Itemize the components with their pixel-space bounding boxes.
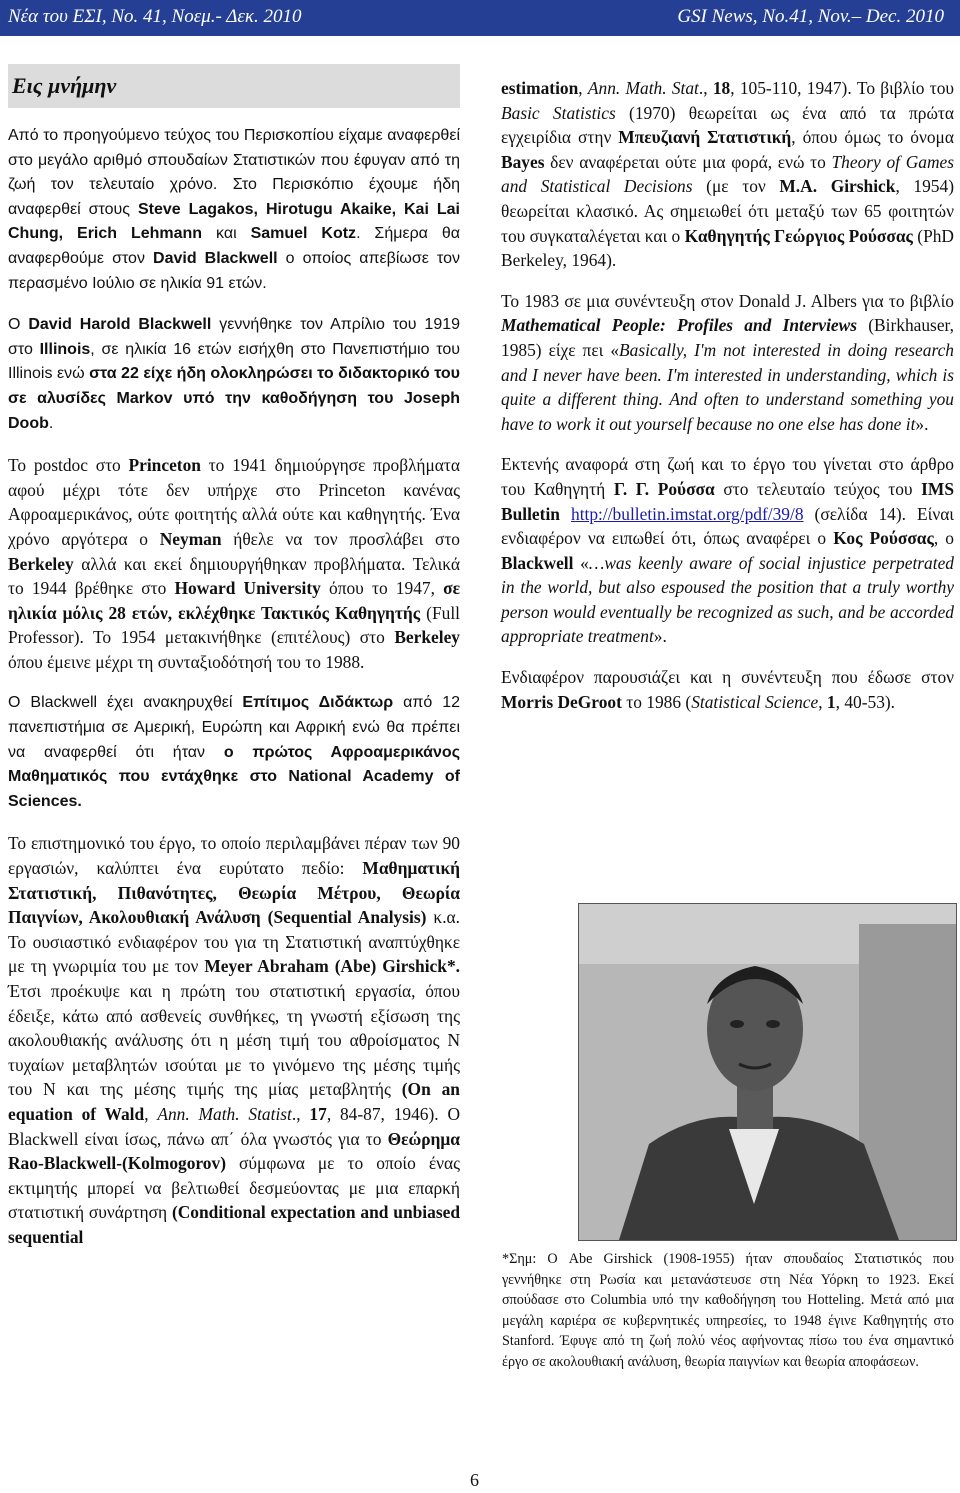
page-header xyxy=(0,0,960,36)
footnote: *Σημ: Ο Abe Girshick (1908-1955) ήταν σπουδαίος Στατιστικός που γεννήθηκε στη Ρωσία και μετανάστευσε στη Νέα Υόρκη το 1923. Εκεί σπούδασε στο Columbia υπό την καθοδήγηση του Hotteling. Μετά από μια μεγάλη καριέρα σε κυβερνητικές υπηρεσίες, το 1948 έγινε Καθηγητής στο Stanford. Έφυγε από τη ζωή πολύ νέος αφήνοντας πίσω του ένα σημαντικό έργο σε ακολουθιακή ανάλυση, θεωρία παιγνίων και θεωρία αποφάσεων. xyxy=(502,1251,954,1370)
interview-paragraph: Το 1983 σε μια συνέντευξη στον Donald J. Albers για το βιβλίο Mathematical People: Profiles and Interviews (Birkhauser, 1985) είχε πει «Basically, I'm not interested in doing research and I never have been. I'm interested in understanding, which is quite a different thing. And often to understand something you have to work it out yourself because no one else has done it». xyxy=(501,290,954,434)
honors-paragraph: Ο Blackwell έχει ανακηρυχθεί Επίτιμος Διδάκτωρ από 12 πανεπιστήμια σε Αμερική, Ευρώπη και Αφρική ενώ θα πρέπει να αναφερθεί ότι ήταν ο πρώτος Αφροαμερικάνος Μαθηματικός που εντάχθηκε στο National Academy of Sciences. xyxy=(8,694,461,810)
reference-paragraph: Εκτενής αναφορά στη ζωή και το έργο του γίνεται στο άρθρο του Καθηγητή Γ. Γ. Ρούσσα στο τελευταίο τεύχος του IMS Bulletin http://bulletin.imstat.org/pdf/39/8 (σελίδα 14). Είναι ενδιαφέρον να ειπωθεί ότι, όπως αναφέρει ο Κος Ρούσσας, ο Blackwell «…was keenly aware of social injustice perpetrated in the world, but also espoused the position that a truly worthy person would eventually be recognized as such, and be accorded appropriate treatment». xyxy=(501,454,954,647)
ims-bulletin-link[interactable]: http://bulletin.imstat.org/pdf/39/8 xyxy=(571,503,804,524)
career-paragraph: Το postdoc στο Princeton το 1941 δημιούργησε προβλήματα αφού μέχρι τότε δεν υπήρχε στο Princeton κανένας Αφροαμερικάνος, ούτε φοιτητής αλλά ούτε και καθηγητής. Ένα χρόνο αργότερα ο Neyman ήθελε να τον προσλάβει στο Berkeley αλλά και εκεί δημιουργήθηκαν προβλήματα. Τελικά το 1944 βρέθηκε στο Howard University όπου το 1947, σε ηλικία μόλις 28 ετών, εκλέχθηκε Τακτικός Καθηγητής (Full Professor). Το 1954 μετακινήθηκε (επιτέλους) στο Berkeley όπου έμεινε μέχρι τη συνταξιοδότησή του το 1988. xyxy=(8,455,461,672)
left-column xyxy=(8,64,460,1267)
books-paragraph: estimation, Ann. Math. Stat., 18, 105-110, 1947). Το βιβλίο του Basic Statistics (1970) θεωρείται ως ένα από τα πρώτα εγχειρίδια στην Μπευζιανή Στατιστική, όπου όμως το όνομα Bayes δεν αναφέρεται ούτε μια φορά, ενώ το Theory of Games and Statistical Decisions (με τον M.A. Girshick, 1954) θεωρείται κλασικό. Ας σημειωθεί ότι μεταξύ των 65 φοιτητών του συγκαταλέγεται και ο Καθηγητής Γεώργιος Ρούσσας (PhD Berkeley, 1964). xyxy=(501,78,955,271)
blackwell-portrait-photo xyxy=(578,903,957,1241)
section-title: Εις μνήμην xyxy=(8,64,460,108)
header-right-title: GSI News, No.41, Nov.– Dec. 2010 xyxy=(677,6,944,27)
birth-paragraph: Ο David Harold Blackwell γεννήθηκε τον Απρίλιο του 1919 στο Illinois, σε ηλικία 16 ετών εισήχθη στο Πανεπιστήμιο του Illinois ενώ στα 22 είχε ήδη ολοκληρώσει το διδακτορικό του σε αλυσίδες Markov υπό την καθοδήγηση του Joseph Doob. xyxy=(8,316,461,432)
page-number: 6 xyxy=(470,1470,479,1490)
degroot-paragraph: Ενδιαφέρον παρουσιάζει και η συνέντευξη που έδωσε στον Morris DeGroot το 1986 (Statistical Science, 1, 40-53). xyxy=(501,667,954,712)
research-paragraph: Το επιστημονικό του έργο, το οποίο περιλαμβάνει πέραν των 90 εργασιών, καλύπτει ένα ευρύτατο πεδίο: Μαθηματική Στατιστική, Πιθανότητες, Θεωρία Μέτρου, Θεωρία Παιγνίων, Ακολουθιακή Ανάλυση (Sequential Analysis) κ.α. Το ουσιαστικό ενδιαφέρον του για τη Στατιστική αναπτύχθηκε με τη γνωριμία του με τον Meyer Abraham (Abe) Girshick*. Έτσι προέκυψε και η πρώτη του στατιστική εργασία, όπου έδειξε, κάτω από ασθενείς συνθήκες, τη γνωστή εξίσωση της ακολουθιακής ανάλυσης ότι η μέση τιμή του αθροίσματος N τυχαίων μεταβλητών ισούται με το γινόμενο της μέσης τιμής του N και της μέσης τιμής της μίας μεταβλητής (On an equation of Wald, Ann. Math. Statist., 17, 84-87, 1946). Ο Blackwell είναι ίσως, πάνω απ΄ όλα γνωστός για το Θεώρημα Rao-Blackwell-(Kolmogorov) σύμφωνα με το οποίο ένας εκτιμητής μπορεί να βελτιωθεί δεσμεύοντας με μια επαρκή στατιστική συνάρτηση (Conditional expectation and unbiased sequential xyxy=(8,833,461,1247)
intro-paragraph: Από το προηγούμενο τεύχος του Περισκοπίου είχαμε αναφερθεί στο μεγάλο αριθμό σπουδαίων Στατιστικών που έφυγαν από τη ζωή τον τελευταίο χρόνο. Στο Περισκόπιο έχουμε ήδη αναφερθεί στους Steve Lagakos, Hirotugu Akaike, Kai Lai Chung, Erich Lehmann και Samuel Kotz. Σήμερα θα αναφερθούμε στον David Blackwell ο οποίος απεβίωσε τον περασμένο Ιούλιο σε ηλικία 91 ετών. xyxy=(8,127,461,292)
right-column xyxy=(501,76,954,730)
header-left-title: Νέα του ΕΣΙ, Νο. 41, Νοεμ.- Δεκ. 2010 xyxy=(8,6,302,27)
